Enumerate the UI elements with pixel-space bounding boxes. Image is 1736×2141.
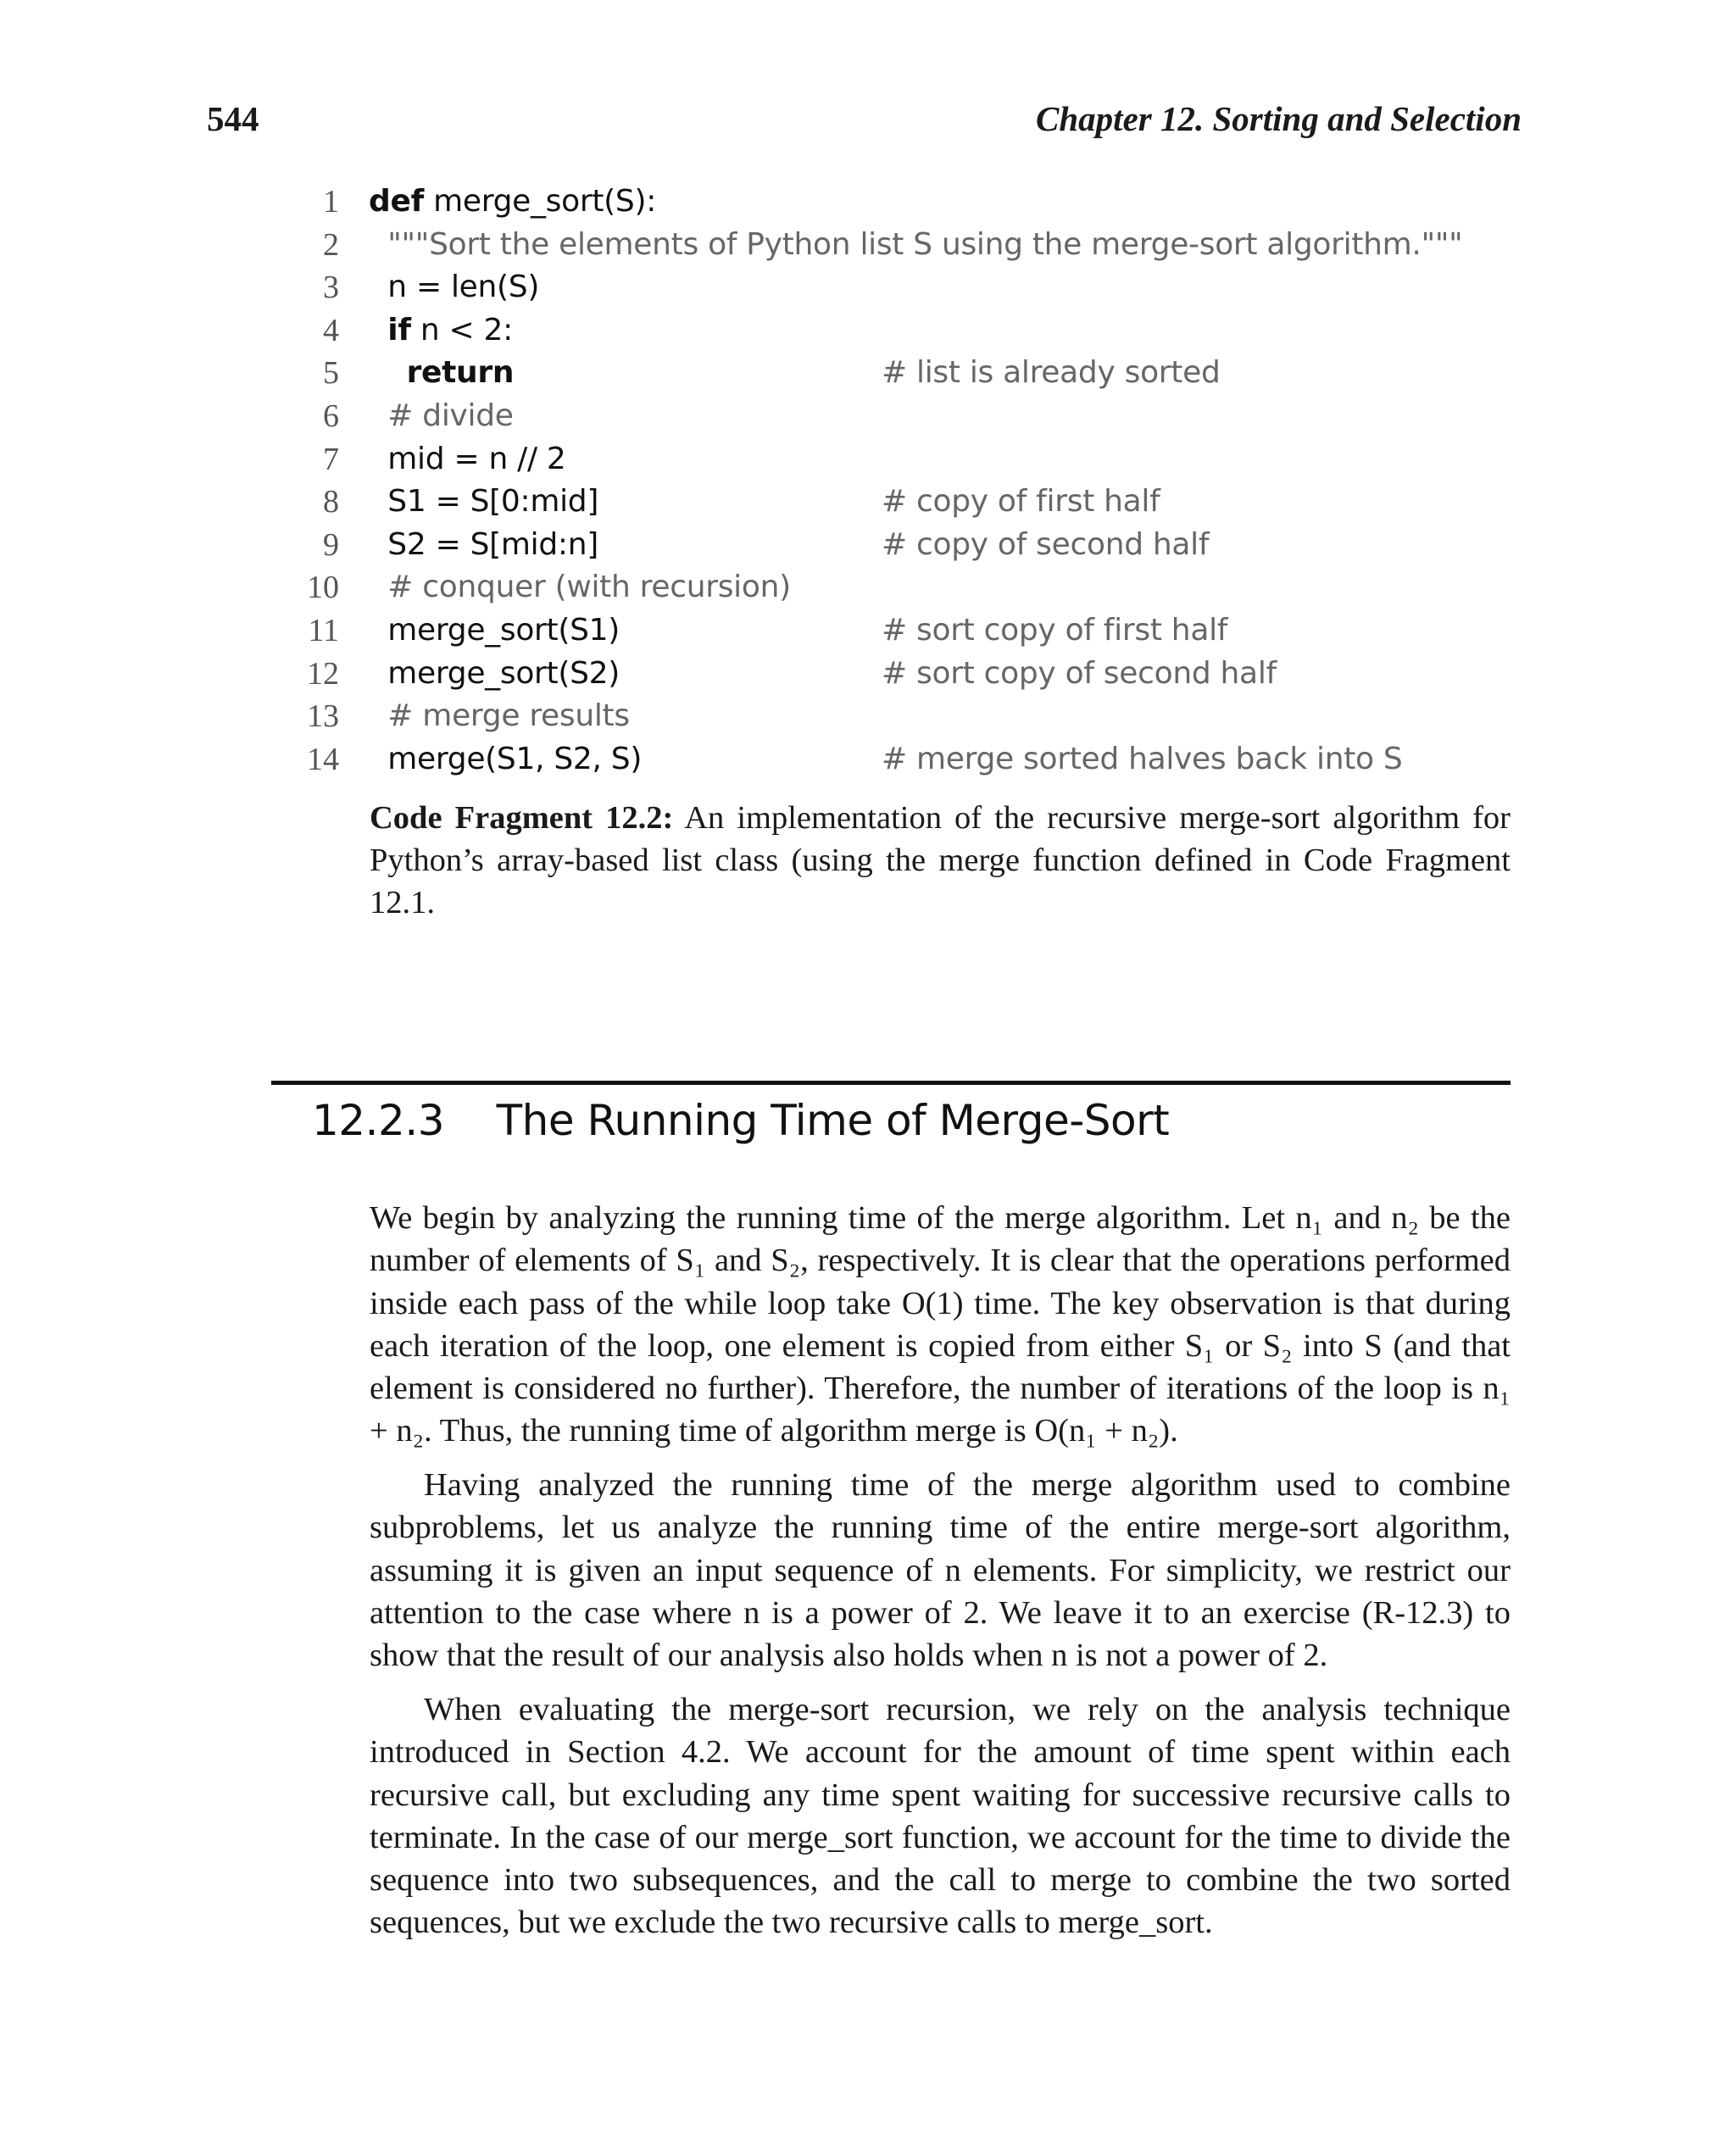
running-head: Chapter 12. Sorting and Selection (1036, 99, 1522, 138)
code-line (288, 481, 1526, 524)
code-text: merge_sort(S2) (369, 655, 620, 691)
code-comment: # sort copy of second half (882, 655, 1277, 691)
code-line (288, 266, 1526, 309)
code-line (288, 609, 1526, 653)
code-line (288, 695, 1526, 738)
line-number: 2 (323, 226, 339, 263)
code-text: return (406, 355, 515, 391)
code-text: """Sort the elements of Python list S using the merge-sort algorithm.""" (369, 226, 1463, 262)
line-number: 8 (323, 484, 339, 520)
code-line (288, 653, 1526, 696)
code-comment: # merge sorted halves back into S (882, 741, 1403, 776)
body-paragraph: We begin by analyzing the running time of the merge algorithm. Let n₁ and n₂ be the number of elements of S₁ and S₂, respectively. It is clear that the operations performed inside each pass of the while loop take O(1) time. The key observation is that during each iteration of the loop, one element is copied from either S₁ or S₂ into S (and that element is considered no further). Therefore, the number of iterations of the loop is n₁ + n₂. Thus, the running time of algorithm merge is O(n₁ + n₂). (370, 1200, 1511, 1449)
code-text: # conquer (with recursion) (369, 570, 791, 605)
code-text: if n < 2: (387, 312, 513, 348)
line-number: 12 (307, 655, 339, 692)
section-heading (312, 1096, 1169, 1145)
code-caption (370, 797, 1511, 924)
code-text: merge(S1, S2, S) (369, 741, 643, 776)
section-number: 12.2.3 (312, 1096, 445, 1145)
code-text: mid = n // 2 (369, 441, 566, 476)
caption-label: Code Fragment 12.2: (370, 800, 674, 836)
code-line (288, 224, 1526, 267)
line-number: 14 (307, 741, 339, 777)
code-text: def merge_sort(S): (369, 184, 657, 219)
code-line (288, 181, 1526, 224)
code-line (288, 524, 1526, 567)
line-number: 7 (323, 441, 339, 477)
line-number: 5 (323, 355, 339, 392)
line-number: 6 (323, 398, 339, 434)
code-line (288, 566, 1526, 609)
line-number: 3 (323, 270, 339, 306)
code-line (288, 352, 1526, 395)
code-text: S1 = S[0:mid] (369, 484, 599, 520)
code-line (288, 395, 1526, 438)
body-paragraph: When evaluating the merge-sort recursion, we rely on the analysis technique introduced in Section 4.2. We account for the amount of time spent within each recursive call, but excluding any time spent waiting for successive recursive calls to terminate. In the case of our merge_sort function, we account for the time to divide the sequence into two subsequences, and the call to merge to combine the two sorted sequences, but we exclude the two recursive calls to merge_sort. (370, 1692, 1511, 1941)
page-number: 544 (207, 99, 259, 138)
section-title: The Running Time of Merge-Sort (496, 1096, 1170, 1145)
code-text: merge_sort(S1) (369, 612, 620, 648)
code-line (288, 738, 1526, 781)
code-comment: # sort copy of first half (882, 612, 1228, 648)
code-line (288, 309, 1526, 353)
code-comment: # copy of first half (882, 484, 1160, 520)
line-number: 9 (323, 526, 339, 563)
section-rule (271, 1081, 1511, 1085)
code-text: # merge results (369, 698, 630, 734)
code-text: # divide (369, 398, 514, 433)
caption-text: An implementation of the recursive merge-sort algorithm for Python’s array-based list class (using the merge function defined in Code Fragment 12.1. (370, 800, 1511, 920)
code-line (288, 438, 1526, 481)
line-number: 11 (308, 612, 339, 648)
line-number: 10 (307, 570, 339, 606)
code-text: S2 = S[mid:n] (369, 526, 599, 562)
line-number: 13 (307, 698, 339, 735)
body-paragraph: Having analyzed the running time of the merge algorithm used to combine subproblems, let us analyze the running time of the entire merge-sort algorithm, assuming it is given an input sequence of n elements. For simplicity, we restrict our attention to the case where n is a power of 2. We leave it to an exercise (R-12.3) to show that the result of our analysis also holds when n is not a power of 2. (370, 1467, 1511, 1674)
code-fragment (288, 181, 1526, 781)
code-comment: # copy of second half (882, 526, 1210, 562)
code-text: n = len(S) (369, 270, 540, 305)
code-comment: # list is already sorted (882, 355, 1221, 391)
line-number: 4 (323, 312, 339, 348)
line-number: 1 (323, 184, 339, 220)
